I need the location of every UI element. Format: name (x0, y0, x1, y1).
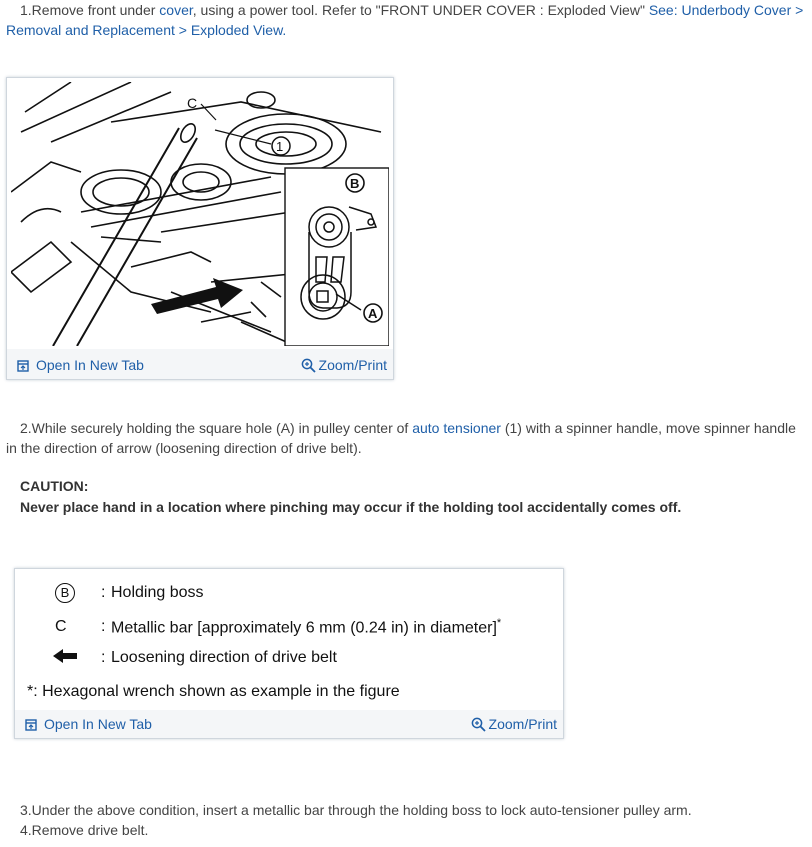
legend-desc-loosening: Loosening direction of drive belt (111, 649, 337, 666)
callout-a: A (368, 306, 378, 321)
see-underbody-cover-link[interactable]: See: Underbody Cover > Removal and Replacement > Exploded View. (6, 2, 804, 38)
engine-illustration[interactable] (11, 82, 389, 346)
legend-desc-metallic-bar: Metallic bar [approximately 6 mm (0.24 in) in diameter]* (111, 616, 502, 637)
step-2-prefix: 2.While securely holding the square hole (A) in pulley center of (20, 420, 413, 436)
left-arrow-icon (53, 649, 77, 668)
legend-row-holding-boss (15, 580, 563, 606)
legend-row-metallic-bar (15, 614, 563, 640)
zoom-icon (471, 717, 486, 732)
legend-symbol-b: B (53, 583, 77, 603)
footnote-text: : Hexagonal wrench shown as example in the figure (33, 683, 400, 700)
open-in-new-tab-button[interactable] (17, 357, 144, 373)
open-in-new-tab-label: Open In New Tab (36, 357, 144, 373)
cover-link[interactable]: cover (159, 2, 193, 18)
open-new-tab-icon (17, 359, 30, 372)
callout-1: 1 (276, 139, 284, 154)
open-new-tab-icon (25, 718, 38, 731)
legend-row-loosening (15, 645, 563, 671)
step-2-text (6, 418, 806, 458)
step-4-text: 4.Remove drive belt. (20, 822, 149, 838)
legend-table (14, 568, 564, 739)
step-1-text (6, 0, 806, 40)
legend-colon: : (101, 618, 106, 635)
legend-colon: : (101, 649, 106, 666)
footnote-star: * (27, 683, 34, 700)
callout-c: C (187, 95, 198, 111)
footnote-marker: * (496, 616, 502, 629)
auto-tensioner-link[interactable]: auto tensioner (412, 420, 501, 436)
step-1-prefix: 1.Remove front under (20, 2, 160, 18)
zoom-print-label: Zoom/Print (488, 716, 557, 732)
caution-text: Never place hand in a location where pinching may occur if the holding tool accidentally comes off. (20, 499, 682, 515)
figure-drive-belt-tensioner (6, 77, 394, 380)
zoom-print-button[interactable] (301, 357, 387, 373)
zoom-print-label: Zoom/Print (318, 357, 387, 373)
zoom-icon (301, 358, 316, 373)
caution-title: CAUTION: (20, 478, 89, 494)
step-1-middle: , using a power tool. Refer to "FRONT UNDER COVER : Exploded View" (192, 2, 649, 18)
legend-toolbar (15, 710, 563, 738)
step-2-suffix: (1) with a spinner handle, move spinner handle in the direction of arrow (loosening direction of drive belt). (6, 420, 796, 456)
legend-footnote (27, 683, 400, 701)
step-3-text: 3.Under the above condition, insert a metallic bar through the holding boss to lock auto-tensioner pulley arm. (20, 802, 692, 818)
figure-toolbar (7, 349, 393, 379)
legend-colon: : (101, 584, 106, 601)
open-in-new-tab-button[interactable] (25, 716, 152, 732)
callout-b: B (350, 176, 360, 191)
legend-desc-holding-boss: Holding boss (111, 584, 204, 601)
legend-symbol-c: C (55, 618, 67, 635)
zoom-print-button[interactable] (471, 716, 557, 732)
open-in-new-tab-label: Open In New Tab (44, 716, 152, 732)
